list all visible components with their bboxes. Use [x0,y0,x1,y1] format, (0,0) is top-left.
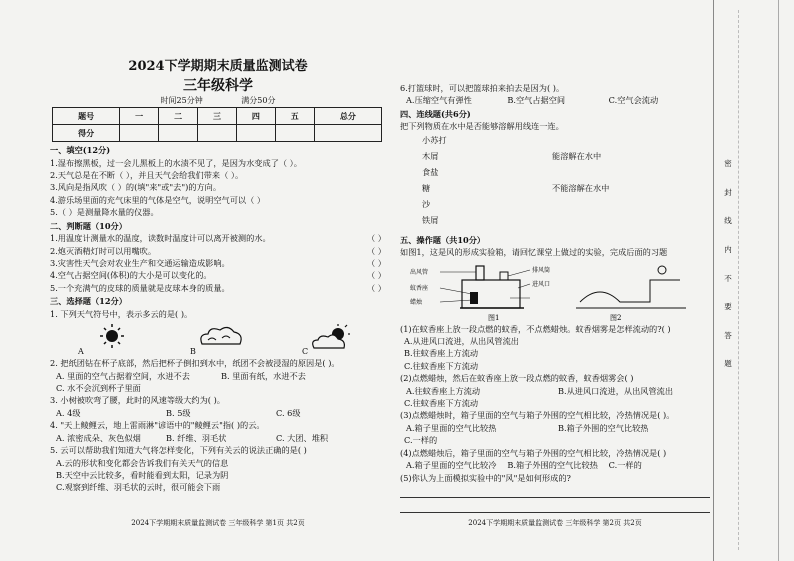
table-cell[interactable] [314,125,381,142]
section-choice-heading: 三、选择题（12分） [50,296,127,307]
table-row [53,108,382,125]
options [400,387,710,396]
wind-box-diagram [400,262,710,322]
cloud-icon [188,322,248,356]
page-footer: 2024下学期期末质量监测试卷 三年级科学 第2页 共2页 [468,519,642,527]
match-item[interactable]: 糖 [422,182,431,193]
table-cell[interactable] [198,125,237,142]
seal-line-notice: 密 封 线 内 不 要 答 题 [724,159,732,369]
fig-caption: 图2 [610,313,622,322]
weather-symbols [50,322,386,356]
fig-caption: 图1 [488,313,500,322]
table-cell: 总分 [314,108,381,125]
question: 3.灾害性天气会对农业生产和交通运输造成影响。 （ ） [50,258,386,269]
question: 2. 把纸团钻在杯子底部，然后把杯子倒扣到水中，纸团不会被浸湿的原因是( )。 [50,358,340,369]
table-cell: 题号 [53,108,120,125]
question: 1.湿布擦黑板，过一会儿黑板上的水渍不见了，是因为水变成了（ ）。 [50,157,302,168]
table-cell: 二 [159,108,198,125]
option[interactable]: A.箱子里面的空气比较热 [406,422,497,433]
table-cell[interactable] [275,125,314,142]
option[interactable]: C.往蚊香座下方流动 [404,360,479,371]
matching-area [400,134,710,232]
question: (4)点燃蜡烛后，箱子里面的空气与箱子外围的空气相比较，冷热情况是( ) [400,447,667,458]
matching-intro: 把下列物质在水中是否能够溶解用线连一连。 [400,121,564,132]
margin-edge-line [778,0,779,561]
option[interactable]: A. 浓密成朵、灰色似烟 [56,432,141,443]
question: 3. 小树被吹弯了腰，此时的风速等级大约为( )。 [50,395,225,406]
page-footer: 2024下学期期末质量监测试卷 三年级科学 第1页 共2页 [131,519,305,527]
option[interactable]: B.箱子外围的空气比较热 [558,422,649,433]
option[interactable]: C.一样的 [404,435,438,446]
fig-label: 蜡烛 [410,298,423,306]
option[interactable]: A.云的形状和变化都会告诉我们有关天气的信息 [56,457,229,468]
match-item[interactable]: 小苏打 [422,134,447,145]
options [50,434,386,443]
option[interactable]: A. 里面的空气占据着空间，水进不去 [56,370,190,381]
match-item[interactable]: 铁屑 [422,214,439,225]
table-cell: 一 [120,108,159,125]
question: 5.一个充满气的皮球的质量就是皮球本身的质量。 （ ） [50,282,386,293]
exam-meta [50,96,386,105]
option[interactable]: B. 5级 [166,407,191,418]
options [400,96,710,105]
answer-line[interactable] [400,506,710,513]
table-cell[interactable] [159,125,198,142]
option[interactable]: C.一样的 [608,460,642,471]
match-target[interactable]: 能溶解在水中 [552,150,602,161]
option[interactable]: B.从进风口流进，从出风管流出 [558,385,674,396]
question: 6.打篮球时，可以把篮球拍来拍去是因为( )。 [400,83,565,93]
match-item[interactable]: 木屑 [422,150,439,161]
table-row [53,125,382,142]
option[interactable]: B.箱子外围的空气比较热 [507,460,598,471]
question: 3.风向是指风吹（ ）的(填"来"或"去")的方向。 [50,182,222,193]
page-divider [713,0,714,561]
question: (3)点燃蜡烛时，箱子里面的空气与箱子外围的空气相比较，冷热情况是( )。 [400,410,675,421]
table-cell[interactable] [236,125,275,142]
option[interactable]: A.往蚊香座上方流动 [406,385,481,396]
fig-label: 出风管 [410,268,429,276]
option[interactable]: B.空气占据空间 [507,95,566,106]
exam-subtitle: 三年级科学 [183,77,253,94]
fig-label: 蚊香座 [410,284,429,292]
options [400,461,710,470]
section-matching-heading: 四、连线题(共6分) [400,108,471,119]
option[interactable]: A.从进风口流进，从出风管流出 [404,335,519,346]
option[interactable]: C. 大团、堆积 [276,432,329,443]
option[interactable]: B. 里面有纸，水进不去 [221,370,306,381]
options [50,372,386,381]
exam-time: 时间25分钟 [160,96,203,106]
question: (1)在蚊香座上放一段点燃的蚊香，不点燃蜡烛。蚊香烟雾是怎样流动的?( ) [400,323,671,334]
table-cell: 四 [236,108,275,125]
fig-label: 排风筒 [532,266,551,274]
match-target[interactable]: 不能溶解在水中 [552,182,610,193]
left-page [50,0,386,561]
option[interactable]: C. 水不会沉到杯子里面 [56,382,141,393]
weather-option-a: A [76,322,136,356]
option[interactable]: C.往蚊香座下方流动 [404,398,479,409]
question: 1. 下列天气符号中，表示多云的是( )。 [50,308,193,319]
match-item[interactable]: 沙 [422,198,431,209]
table-cell: 三 [198,108,237,125]
answer-line[interactable] [400,491,710,498]
seal-dashed-line [738,10,740,550]
exam-total-score: 满分50分 [241,96,276,106]
operation-intro: 如图1，这是风的形成实验箱，请回忆课堂上做过的实验，完成后面的习题 [400,247,668,258]
question: 2.天气总是在不断（ ），并且天气会给我们带来（ ）。 [50,170,244,181]
option[interactable]: A.压缩空气有弹性 [406,95,472,106]
option[interactable]: C.空气会流动 [608,95,659,106]
partly-cloudy-icon [300,322,360,356]
right-page [400,0,710,561]
question: 2.炮灭酒精灯时可以用嘴吹。 （ ） [50,245,386,256]
option[interactable]: B.天空中云比较多，看时能看到太阳，记录为阴 [56,469,229,480]
option[interactable]: C. 6级 [276,407,301,418]
option[interactable]: A. 4级 [56,407,81,418]
weather-option-b: B [188,322,248,356]
exam-title: 2024下学期期末质量监测试卷 [128,59,308,74]
section-judge-heading: 二、判断题（10分） [50,220,127,231]
weather-option-c: C [300,322,360,356]
match-item[interactable]: 食盐 [422,166,439,177]
fig-label: 进风口 [532,280,551,288]
table-cell: 五 [275,108,314,125]
options [400,424,710,433]
question: 5.（ ）是测量降水量的仪器。 [50,207,159,218]
question: (2)点燃蜡烛，然后在蚊香座上放一段点燃的蚊香，蚊香烟雾会( ) [400,373,634,384]
option[interactable]: B. 纤维、羽毛状 [166,432,227,443]
table-cell[interactable] [120,125,159,142]
option[interactable]: C.观察到纤维、羽毛状的云时，很可能会下雨 [56,482,221,493]
experiment-figures [400,262,710,322]
question: 4.游乐场里面的充气床里的气体是空气，说明空气可以（ ） [50,194,266,205]
section-fill-blank-heading: 一、填空(12分) [50,145,111,156]
question: 4.空气占据空间(体积)的大小是可以变化的。 （ ） [50,270,386,281]
table-cell: 得分 [53,125,120,142]
sun-icon [76,322,136,356]
question: 4. "天上鲮鲤云，地上雷雨淋"谚语中的"鲮鲤云"指( )的云。 [50,420,265,431]
question: 1.用温度计测量水的温度，读数时温度计可以离开被测的水。 （ ） [50,233,386,244]
question: (5)你认为上面模拟实验中的"风"是如何形成的? [400,472,571,483]
section-operation-heading: 五、操作题（共10分） [400,234,486,245]
option[interactable]: B.往蚊香座上方流动 [404,348,479,359]
options [50,409,386,418]
option[interactable]: A.箱子里面的空气比较冷 [406,460,497,471]
question: 5. 云可以帮助我们知道大气将怎样变化，下列有关云的说法正确的是( ) [50,445,307,456]
score-table [52,107,382,142]
